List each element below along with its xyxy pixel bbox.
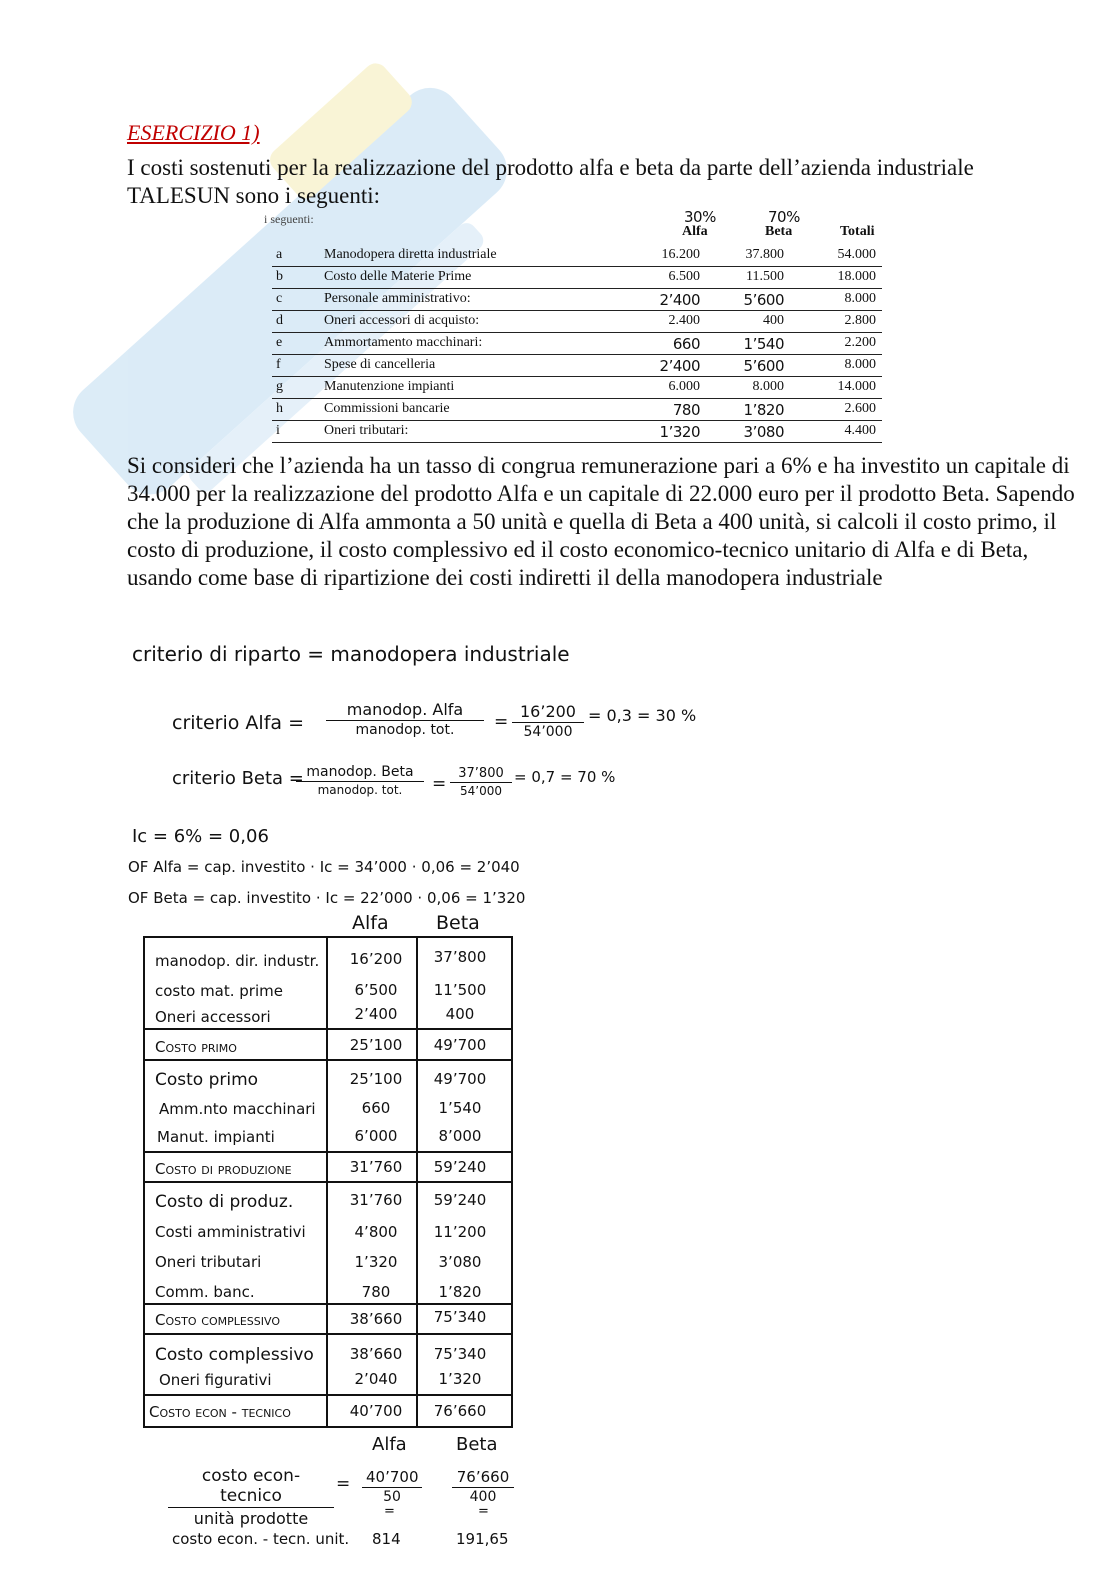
row-letter: i: [276, 423, 280, 438]
table-total-label: Costo complessivo: [155, 1311, 280, 1329]
row-desc: Oneri accessori di acquisto:: [324, 313, 480, 328]
column-alfa: Alfa: [352, 912, 389, 934]
row-totale: 4.400: [844, 423, 876, 438]
table-label: Oneri figurativi: [159, 1371, 272, 1389]
final-label-fraction: [168, 1466, 334, 1528]
column-beta: Beta: [436, 912, 480, 934]
table-value-alfa: 16’200: [349, 950, 403, 968]
row-desc: Commissioni bancarie: [324, 401, 450, 416]
table-value-beta: 37’800: [433, 948, 487, 966]
final-alfa-fraction: [362, 1468, 422, 1505]
row-divider: [145, 1151, 511, 1153]
row-alfa: 6.500: [668, 269, 700, 284]
table-value-alfa: 38’660: [349, 1345, 403, 1363]
row-divider: [145, 1059, 511, 1061]
table-label: Comm. banc.: [155, 1283, 255, 1301]
final-column-alfa: Alfa: [372, 1434, 407, 1455]
row-desc: Ammortamento macchinari:: [324, 335, 483, 350]
criterio-alfa-result: = 0,3 = 30 %: [588, 706, 697, 725]
table-value-beta: 75’340: [433, 1345, 487, 1363]
header-beta: Beta: [765, 224, 793, 239]
table-value-beta: 11’200: [433, 1223, 487, 1241]
final-beta-fraction: [452, 1468, 514, 1505]
table-label: manodop. dir. industr.: [155, 952, 320, 970]
equals-sign: =: [432, 774, 447, 794]
ic-note: Ic = 6% = 0,06: [132, 826, 269, 847]
table-row: [272, 289, 882, 311]
row-divider: [145, 1028, 511, 1030]
criterio-note: criterio di riparto = manodopera industriale: [132, 642, 570, 666]
criterio-alfa-values: [512, 702, 584, 740]
table-row: [272, 421, 882, 443]
row-totale: 18.000: [837, 269, 876, 284]
row-totale: 2.800: [844, 313, 876, 328]
cost-calculation-table: [143, 936, 513, 1428]
table-value-beta: 400: [445, 1005, 475, 1023]
table-value-alfa: 31’760: [349, 1191, 403, 1209]
unit-cost-alfa: 814: [372, 1530, 401, 1548]
fraction-denominator: manodop. tot.: [355, 722, 455, 738]
table-value-alfa: 1’320: [354, 1253, 398, 1271]
table-value-beta: 76’660: [433, 1402, 487, 1420]
table-row: [272, 245, 882, 267]
row-alfa: 2.400: [668, 313, 700, 328]
fraction-denominator: 54’000: [523, 724, 573, 740]
row-letter: c: [276, 291, 283, 306]
criterio-beta-result: = 0,7 = 70 %: [514, 768, 616, 786]
table-row: [272, 377, 882, 399]
table-value-alfa: 6’000: [354, 1127, 398, 1145]
table-value-alfa: 6’500: [354, 981, 398, 999]
row-divider: [145, 1181, 511, 1183]
row-alfa: 780: [672, 401, 700, 419]
table-label: Costo primo: [155, 1070, 259, 1090]
table-row: [272, 333, 882, 355]
row-desc: Spese di cancelleria: [324, 357, 436, 372]
table-value-beta: 75’340: [433, 1308, 487, 1326]
fraction-numerator: 16’200: [512, 702, 584, 723]
table-value-alfa: 25’100: [349, 1070, 403, 1088]
fraction-numerator: manodop. Alfa: [326, 700, 484, 721]
table-value-alfa: 4’800: [354, 1223, 398, 1241]
intro-text: I costi sostenuti per la realizzazione del prodotto alfa e beta da parte dell’azienda industriale TALESUN sono i seguenti:: [127, 155, 974, 208]
row-beta: 37.800: [745, 247, 784, 262]
row-letter: b: [276, 269, 283, 284]
table-value-alfa: 2’040: [354, 1370, 398, 1388]
row-totale: 2.200: [844, 335, 876, 350]
row-alfa: 2’400: [659, 357, 700, 375]
table-value-alfa: 31’760: [349, 1158, 403, 1176]
unit-cost-label: costo econ. - tecn. unit.: [172, 1530, 350, 1548]
equals-sign: =: [384, 1504, 395, 1519]
table-label: costo mat. prime: [155, 982, 283, 1000]
row-beta: 3’080: [743, 423, 784, 441]
table-total-label: Costo di produzione: [155, 1160, 292, 1178]
criterio-beta-fraction: [296, 764, 424, 797]
row-desc: Personale amministrativo:: [324, 291, 471, 306]
table-value-alfa: 780: [361, 1283, 391, 1301]
table-value-alfa: 2’400: [354, 1005, 398, 1023]
fraction-numerator: costo econ-tecnico: [168, 1466, 334, 1508]
row-totale: 2.600: [844, 401, 876, 416]
criterio-alfa-label: criterio Alfa =: [172, 712, 304, 734]
fraction-denominator: 54’000: [460, 784, 502, 798]
table-value-beta: 8’000: [438, 1127, 482, 1145]
row-desc: Manutenzione impianti: [324, 379, 455, 394]
row-letter: e: [276, 335, 283, 350]
row-divider: [145, 1394, 511, 1396]
table-label: Costi amministrativi: [155, 1223, 306, 1241]
pct-beta: 70%: [768, 208, 800, 226]
final-column-beta: Beta: [456, 1434, 498, 1455]
table-value-beta: 11’500: [433, 981, 487, 999]
unit-cost-beta: 191,65: [456, 1530, 509, 1548]
row-letter: d: [276, 313, 283, 328]
row-totale: 14.000: [837, 379, 876, 394]
table-label: Oneri accessori: [155, 1008, 271, 1026]
header-totali: Totali: [840, 224, 875, 239]
row-alfa: 1’320: [659, 423, 700, 441]
fraction-denominator: manodop. tot.: [317, 783, 403, 797]
table-label: Manut. impianti: [157, 1128, 275, 1146]
row-beta: 11.500: [746, 269, 784, 284]
row-alfa: 6.000: [668, 379, 700, 394]
criterio-alfa-fraction: [326, 700, 484, 738]
exercise-title: ESERCIZIO 1): [127, 120, 260, 145]
table-value-beta: 59’240: [433, 1191, 487, 1209]
row-beta: 1’820: [743, 401, 784, 419]
problem-paragraph: Si consideri che l’azienda ha un tasso di congrua remunerazione pari a 6% e ha investito un capitale di 34.000 per la realizzazione del prodotto Alfa e un capitale di 22.000 euro per il prodotto Beta. Sapendo che la produzione di Alfa ammonta a 50 unità e quella di Beta a 400 unità, si calcoli il costo primo, il costo di produzione, il costo complessivo ed il costo economico-tecnico unitario di Alfa e di Beta, usando come base di ripartizione dei costi indiretti il della manodopera industriale: [127, 453, 1075, 590]
table-row: [272, 399, 882, 421]
cut-label: i seguenti:: [264, 212, 314, 226]
row-letter: h: [276, 401, 283, 416]
table-total-label: Costo primo: [155, 1038, 237, 1056]
table-value-beta: 59’240: [433, 1158, 487, 1176]
row-totale: 54.000: [837, 247, 876, 262]
table-label: Oneri tributari: [155, 1253, 262, 1271]
row-alfa: 660: [672, 335, 700, 353]
pct-alfa: 30%: [684, 208, 716, 226]
of-beta-note: OF Beta = cap. investito · Ic = 22’000 · 0,06 = 1’320: [128, 889, 526, 907]
row-letter: a: [276, 247, 283, 262]
table-value-beta: 1’540: [438, 1099, 482, 1117]
table-value-alfa: 660: [361, 1099, 391, 1117]
fraction-numerator: 76’660: [452, 1468, 514, 1488]
criterio-beta-values: [450, 766, 512, 798]
table-value-beta: 1’820: [438, 1283, 482, 1301]
row-divider: [145, 1333, 511, 1335]
table-row: [272, 355, 882, 377]
criterio-beta-label: criterio Beta =: [172, 768, 304, 789]
of-alfa-note: OF Alfa = cap. investito · Ic = 34’000 · 0,06 = 2’040: [128, 858, 520, 876]
equals-sign: =: [494, 712, 509, 732]
header-alfa: Alfa: [682, 224, 708, 239]
table-label: Amm.nto macchinari: [159, 1100, 316, 1118]
row-desc: Costo delle Materie Prime: [324, 269, 472, 284]
row-totale: 8.000: [844, 357, 876, 372]
table-value-beta: 49’700: [433, 1070, 487, 1088]
table-label: Costo complessivo: [155, 1345, 314, 1365]
table-row: [272, 311, 882, 333]
row-letter: g: [276, 379, 283, 394]
fraction-denominator: unità prodotte: [193, 1509, 309, 1528]
row-beta: 8.000: [752, 379, 784, 394]
row-divider: [145, 1303, 511, 1305]
row-beta: 1’540: [743, 335, 784, 353]
fraction-denominator: 50: [383, 1489, 401, 1505]
equals-sign: =: [336, 1474, 351, 1494]
row-letter: f: [276, 357, 281, 372]
row-alfa: 2’400: [659, 291, 700, 309]
table-value-beta: 3’080: [438, 1253, 482, 1271]
fraction-numerator: manodop. Beta: [296, 764, 424, 782]
equals-sign: =: [478, 1504, 489, 1519]
table-value-alfa: 40’700: [349, 1402, 403, 1420]
row-totale: 8.000: [844, 291, 876, 306]
fraction-denominator: 400: [469, 1489, 497, 1505]
row-desc: Manodopera diretta industriale: [324, 247, 497, 262]
fraction-numerator: 40’700: [362, 1468, 422, 1488]
table-value-beta: 1’320: [438, 1370, 482, 1388]
row-beta: 400: [763, 313, 784, 328]
table-total-label: Costo econ - tecnico: [149, 1403, 291, 1421]
row-beta: 5’600: [743, 291, 784, 309]
row-alfa: 16.200: [661, 247, 700, 262]
table-value-alfa: 25’100: [349, 1036, 403, 1054]
table-value-alfa: 38’660: [349, 1310, 403, 1328]
table-row: [272, 267, 882, 289]
table-label: Costo di produz.: [155, 1192, 294, 1212]
table-value-beta: 49’700: [433, 1036, 487, 1054]
fraction-numerator: 37’800: [450, 766, 512, 783]
row-desc: Oneri tributari:: [324, 423, 409, 438]
row-beta: 5’600: [743, 357, 784, 375]
